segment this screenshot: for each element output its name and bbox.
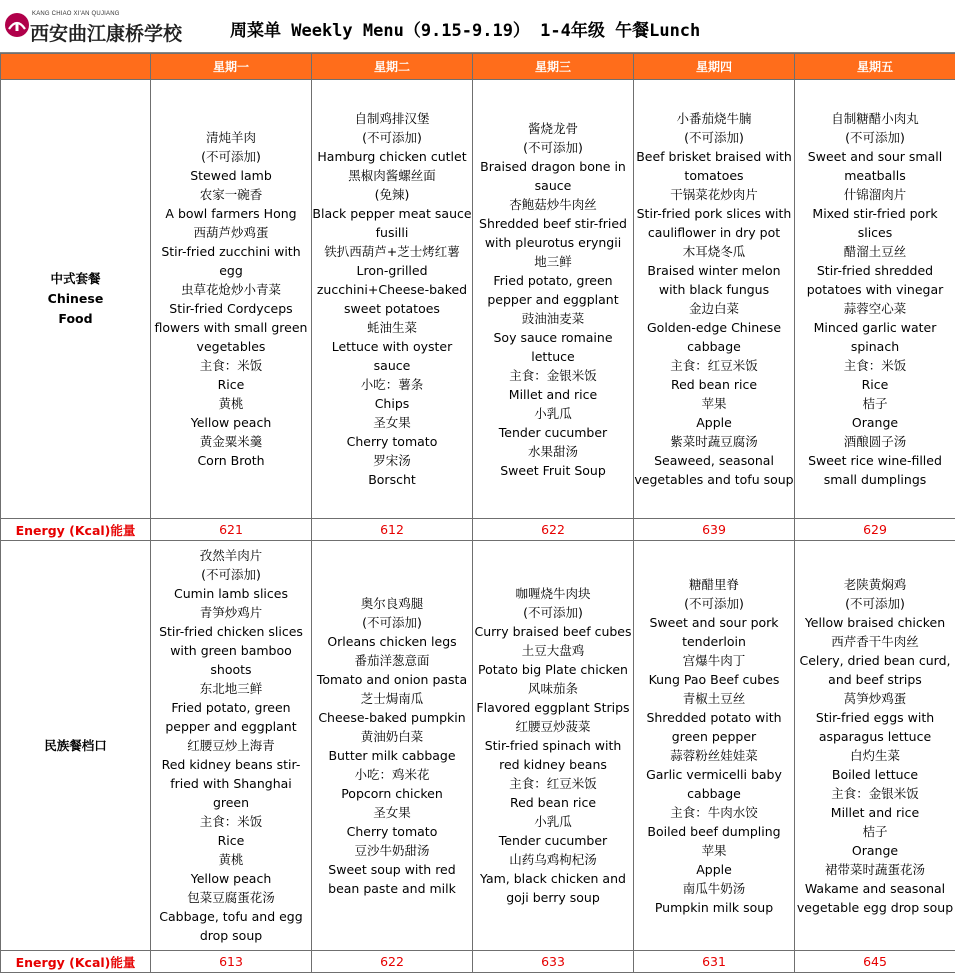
menu-item-line: 芝士焗南瓜: [360, 690, 424, 706]
energy-row: [1, 519, 955, 541]
menu-item-line: Yam, black chicken and goji berry soup: [480, 871, 626, 905]
menu-item-line: 糖醋里脊: [688, 576, 739, 592]
menu-item-line: 宫爆牛肉丁: [682, 652, 746, 668]
school-logo: [4, 9, 184, 43]
day-header: 星期五: [795, 54, 955, 80]
menu-item-line: (免辣): [374, 187, 410, 202]
energy-value: 629: [795, 519, 955, 541]
menu-item-line: Butter milk cabbage: [328, 747, 456, 763]
menu-item-line: Stir-fried shredded potatoes with vinegar: [806, 263, 944, 297]
menu-item-line: Rice: [861, 377, 889, 392]
menu-item-line: 青笋炒鸡片: [199, 605, 263, 620]
menu-item-line: 蚝油生菜: [366, 320, 417, 335]
menu-item-line: 铁扒西葫芦+芝士烤红薯: [324, 244, 460, 259]
energy-value: 613: [151, 951, 312, 973]
menu-item-line: Pumpkin milk soup: [654, 899, 774, 915]
menu-item-line: 小乳瓜: [534, 814, 572, 829]
menu-item-line: 豆沙牛奶甜汤: [354, 842, 430, 858]
menu-item-line: Braised dragon bone in sauce: [480, 158, 626, 193]
menu-item-line: 苹果: [701, 842, 727, 858]
menu-item-line: Stir-fried pork slices with cauliflower in dry pot: [636, 206, 792, 240]
menu-item-line: 莴笋炒鸡蛋: [843, 690, 907, 706]
day-header: 星期三: [473, 54, 634, 80]
menu-table: [0, 53, 955, 973]
menu-item-line: (不可添加): [362, 614, 422, 630]
menu-item-line: Apple: [696, 861, 732, 877]
menu-item-line: Lettuce with oyster sauce: [331, 339, 453, 373]
menu-item-line: Sweet rice wine-filled small dumplings: [808, 453, 942, 487]
section-label-line: Food: [58, 311, 93, 326]
menu-item-line: (不可添加): [362, 130, 422, 145]
menu-item-line: 白灼生菜: [849, 747, 900, 763]
menu-item-line: 番茄洋葱意面: [354, 652, 430, 668]
day-header: 星期一: [151, 54, 312, 80]
menu-cell: [312, 80, 473, 519]
menu-item-line: Soy sauce romaine lettuce: [493, 329, 613, 364]
school-logo-icon: [4, 12, 30, 38]
day-header: 星期四: [634, 54, 795, 80]
menu-cell: [473, 80, 634, 519]
menu-item-line: Mixed stir-fried pork slices: [812, 206, 938, 240]
menu-item-line: Red kidney beans stir-fried with Shanghai green: [161, 757, 301, 810]
menu-item-line: 主食：金银米饭: [831, 785, 919, 801]
menu-item-line: Popcorn chicken: [341, 785, 443, 801]
school-name-en: KANG CHIAO XI'AN QUJIANG: [32, 11, 120, 17]
menu-item-line: Sweet and sour pork tenderloin: [649, 614, 779, 649]
menu-cell: [795, 80, 955, 519]
section-label-line: 中式套餐: [50, 271, 101, 286]
menu-item-line: Corn Broth: [197, 453, 265, 468]
menu-item-line: Hamburg chicken cutlet: [317, 149, 467, 164]
menu-item-line: 小乳瓜: [534, 405, 572, 421]
menu-item-line: Red bean rice: [509, 795, 597, 810]
menu-item-line: 桔子: [862, 396, 888, 411]
menu-item-line: Braised winter melon with black fungus: [647, 263, 781, 297]
menu-item-line: 主食：米饭: [199, 358, 263, 373]
menu-item-line: Yellow peach: [190, 415, 272, 430]
menu-item-line: Stir-fried zucchini with egg: [161, 244, 301, 278]
menu-item-line: (不可添加): [684, 595, 744, 611]
menu-item-line: Cumin lamb slices: [174, 586, 288, 601]
menu-item-line: 酒酿圆子汤: [843, 434, 907, 449]
menu-item-line: Celery, dried bean curd, and beef strips: [799, 652, 951, 687]
energy-row: [1, 951, 955, 973]
menu-item-line: 裙带菜时蔬蛋花汤: [824, 861, 925, 877]
menu-cell: [795, 541, 955, 951]
menu-item-line: Apple: [696, 415, 732, 430]
menu-item-line: Millet and rice: [508, 386, 598, 402]
menu-item-line: Orleans chicken legs: [327, 633, 457, 649]
menu-item-line: (不可添加): [201, 149, 261, 164]
menu-item-line: 主食：米饭: [199, 814, 263, 829]
menu-cell: [634, 80, 795, 519]
menu-item-line: 青椒土豆丝: [682, 690, 746, 706]
menu-item-line: 黄油奶白菜: [360, 728, 424, 744]
menu-item-line: Cheese-baked pumpkin: [318, 709, 466, 725]
menu-item-line: Tender cucumber: [498, 833, 608, 848]
menu-section-row: [1, 541, 955, 951]
menu-item-line: Cherry tomato: [346, 434, 438, 449]
menu-item-line: (不可添加): [523, 605, 583, 620]
menu-item-line: Borscht: [368, 472, 416, 487]
menu-item-line: 圣女果: [373, 415, 411, 430]
menu-item-line: 罗宋汤: [373, 453, 411, 468]
menu-item-line: 黄金粟米羹: [199, 434, 263, 449]
menu-item-line: 主食：米饭: [843, 358, 907, 373]
menu-item-line: 咖喱烧牛肉块: [515, 586, 591, 601]
day-header: 星期二: [312, 54, 473, 80]
menu-item-line: 老陕黄焖鸡: [843, 576, 907, 592]
menu-item-line: 东北地三鲜: [199, 681, 263, 696]
menu-item-line: Sweet soup with red bean paste and milk: [328, 861, 456, 896]
menu-item-line: Sweet Fruit Soup: [500, 462, 606, 478]
menu-item-line: 酱烧龙骨: [527, 120, 578, 136]
menu-item-line: (不可添加): [845, 130, 905, 145]
menu-cell: [151, 541, 312, 951]
menu-item-line: 什锦溜肉片: [843, 187, 907, 202]
menu-item-line: 紫菜时蔬豆腐汤: [670, 434, 758, 449]
menu-item-line: Stir-fried Cordyceps flowers with small green vegetables: [154, 301, 308, 354]
menu-item-line: Golden-edge Chinese cabbage: [646, 320, 782, 354]
menu-item-line: 西葫芦炒鸡蛋: [193, 225, 269, 240]
menu-section-row: [1, 80, 955, 519]
menu-item-line: Sweet and sour small meatballs: [807, 149, 943, 183]
menu-item-line: 奥尔良鸡腿: [360, 595, 424, 611]
menu-item-line: 孜然羊肉片: [199, 548, 263, 563]
menu-item-line: 苹果: [701, 396, 727, 411]
energy-label: Energy (Kcal)能量: [1, 951, 151, 973]
menu-item-line: 黄桃: [218, 852, 244, 867]
menu-item-line: Rice: [217, 833, 245, 848]
header-corner-cell: [1, 54, 151, 80]
menu-cell: [473, 541, 634, 951]
menu-item-line: Black pepper meat sauce fusilli: [312, 206, 472, 240]
menu-item-line: 圣女果: [373, 804, 411, 820]
menu-item-line: 小吃：鸡米花: [354, 766, 430, 782]
menu-item-line: 小吃：薯条: [360, 377, 424, 392]
menu-item-line: Garlic vermicelli baby cabbage: [646, 766, 782, 801]
energy-value: 631: [634, 951, 795, 973]
menu-item-line: Yellow peach: [190, 871, 272, 886]
menu-item-line: 西芹香干牛肉丝: [831, 633, 919, 649]
menu-item-line: 杏鲍菇炒牛肉丝: [509, 196, 597, 212]
page-header: [0, 0, 955, 53]
menu-cell: [634, 541, 795, 951]
menu-item-line: 清炖羊肉: [205, 130, 256, 145]
menu-item-line: Millet and rice: [830, 804, 920, 820]
energy-value: 639: [634, 519, 795, 541]
menu-item-line: Cherry tomato: [346, 823, 438, 839]
menu-item-line: (不可添加): [201, 567, 261, 582]
menu-item-line: 主食：牛肉水饺: [670, 804, 758, 820]
menu-item-line: Orange: [851, 842, 899, 858]
menu-item-line: Boiled lettuce: [831, 766, 919, 782]
menu-item-line: 桔子: [862, 823, 888, 839]
menu-item-line: 水果甜汤: [527, 443, 578, 459]
menu-item-line: Cabbage, tofu and egg drop soup: [159, 909, 303, 943]
menu-item-line: 自制鸡排汉堡: [354, 111, 430, 126]
energy-value: 621: [151, 519, 312, 541]
menu-item-line: 蒜蓉粉丝娃娃菜: [670, 747, 758, 763]
section-label-line: Chinese: [47, 291, 104, 306]
menu-cell: [312, 541, 473, 951]
menu-item-line: 木耳烧冬瓜: [682, 244, 746, 259]
menu-item-line: (不可添加): [845, 595, 905, 611]
menu-item-line: Minced garlic water spinach: [813, 320, 937, 354]
menu-item-line: 风味茄条: [527, 681, 578, 696]
menu-item-line: 南瓜牛奶汤: [682, 880, 746, 896]
menu-item-line: Orange: [851, 415, 899, 430]
menu-item-line: 虫草花炝炒小青菜: [180, 282, 281, 297]
section-label-line: 民族餐档口: [44, 737, 107, 753]
menu-item-line: (不可添加): [523, 139, 583, 155]
menu-item-line: 醋溜土豆丝: [843, 244, 907, 259]
menu-item-line: Curry braised beef cubes: [474, 624, 632, 639]
menu-item-line: 豉油油麦菜: [521, 310, 585, 326]
menu-item-line: Boiled beef dumpling: [647, 823, 781, 839]
menu-item-line: 黄桃: [218, 396, 244, 411]
section-label: [1, 541, 151, 951]
menu-item-line: Shredded beef stir-fried with pleurotus eryngii: [479, 215, 627, 250]
menu-item-line: 红腰豆炒上海青: [187, 738, 275, 753]
menu-item-line: Wakame and seasonal vegetable egg drop soup: [796, 880, 954, 915]
menu-item-line: Kung Pao Beef cubes: [648, 671, 780, 687]
menu-item-line: Fried potato, green pepper and eggplant: [165, 700, 297, 734]
menu-item-line: Stir-fried spinach with red kidney beans: [484, 738, 622, 772]
menu-item-line: Red bean rice: [670, 377, 758, 392]
menu-item-line: 主食：金银米饭: [509, 367, 597, 383]
menu-item-line: Flavored eggplant Strips: [476, 700, 630, 715]
menu-item-line: 农家一碗香: [199, 187, 263, 202]
menu-item-line: 黑椒肉酱螺丝面: [348, 168, 436, 183]
menu-item-line: Tomato and onion pasta: [316, 671, 468, 687]
menu-item-line: 土豆大盘鸡: [521, 643, 585, 658]
menu-item-line: 主食：红豆米饭: [509, 776, 597, 791]
menu-item-line: A bowl farmers Hong: [165, 206, 297, 221]
section-label: [1, 80, 151, 519]
energy-label: Energy (Kcal)能量: [1, 519, 151, 541]
menu-item-line: 自制糖醋小肉丸: [831, 111, 919, 126]
menu-item-line: Rice: [217, 377, 245, 392]
energy-value: 622: [312, 951, 473, 973]
menu-item-line: (不可添加): [684, 130, 744, 145]
menu-item-line: 包菜豆腐蛋花汤: [187, 890, 275, 905]
menu-item-line: 金边白菜: [688, 301, 739, 316]
menu-item-line: Fried potato, green pepper and eggplant: [487, 272, 619, 307]
menu-item-line: 小番茄烧牛腩: [676, 111, 752, 126]
energy-value: 633: [473, 951, 634, 973]
page-title: 周菜单 Weekly Menu（9.15-9.19） 1-4年级 午餐Lunch: [230, 21, 701, 41]
school-name-zh: 西安曲江康桥学校: [30, 23, 183, 45]
menu-item-line: 干锅菜花炒肉片: [670, 187, 758, 202]
menu-item-line: Chips: [374, 396, 410, 411]
menu-item-line: Potato big Plate chicken: [478, 662, 628, 677]
menu-item-line: 红腰豆炒菠菜: [515, 719, 591, 734]
menu-item-line: Stir-fried chicken slices with green bamboo shoots: [159, 624, 303, 677]
menu-item-line: Beef brisket braised with tomatoes: [636, 149, 792, 183]
energy-value: 622: [473, 519, 634, 541]
menu-item-line: 山药乌鸡枸杞汤: [509, 852, 597, 867]
menu-item-line: 蒜蓉空心菜: [843, 301, 907, 316]
menu-item-line: Yellow braised chicken: [804, 614, 946, 630]
menu-item-line: 地三鲜: [534, 253, 572, 269]
day-header-row: [1, 54, 955, 80]
menu-item-line: 主食：红豆米饭: [670, 358, 758, 373]
energy-value: 612: [312, 519, 473, 541]
menu-item-line: Stir-fried eggs with asparagus lettuce: [815, 709, 935, 744]
menu-item-line: Stewed lamb: [190, 168, 272, 183]
menu-cell: [151, 80, 312, 519]
menu-item-line: Shredded potato with green pepper: [646, 709, 782, 744]
menu-item-line: Seaweed, seasonal vegetables and tofu soup: [634, 453, 794, 487]
menu-item-line: Lron-grilled zucchini+Cheese-baked sweet potatoes: [316, 263, 468, 316]
menu-item-line: Tender cucumber: [498, 424, 608, 440]
energy-value: 645: [795, 951, 955, 973]
